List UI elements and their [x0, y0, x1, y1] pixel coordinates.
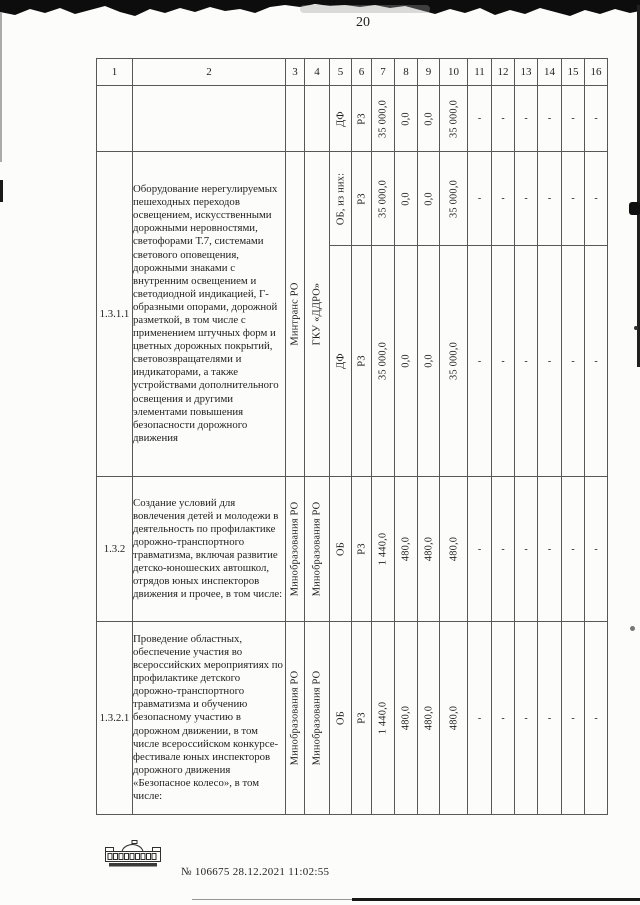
empty-cell: [133, 86, 286, 152]
column-number-header: 12: [492, 59, 515, 86]
executor-cell: Минобразования РО: [286, 622, 305, 815]
item-number-cell: 1.3.1.1: [97, 152, 133, 477]
program-budget-table: [96, 58, 608, 815]
amount-cell: 35 000,0: [440, 246, 468, 477]
amount-cell: 480,0: [440, 477, 468, 622]
amount-cell: 35 000,0: [440, 152, 468, 246]
dash-cell: -: [585, 622, 608, 815]
column-number-header: 4: [305, 59, 330, 86]
scan-artifact-right-blob: [629, 202, 640, 215]
dash-cell: -: [585, 477, 608, 622]
column-number-header: 1: [97, 59, 133, 86]
column-number-header: 11: [468, 59, 492, 86]
funding-source-cell: ОБ: [330, 477, 352, 622]
item-number-cell: 1.3.2.1: [97, 622, 133, 815]
column-number-header: 7: [372, 59, 395, 86]
table-row-1321: [97, 622, 608, 815]
empty-cell: [286, 86, 305, 152]
funding-source-cell: ОБ, из них:: [330, 152, 352, 246]
amount-cell: 0,0: [418, 152, 440, 246]
dash-cell: -: [562, 246, 585, 477]
scan-artifact-dot: [630, 626, 635, 631]
dash-cell: -: [562, 477, 585, 622]
dash-cell: -: [538, 86, 562, 152]
dash-cell: -: [468, 477, 492, 622]
dash-cell: -: [538, 477, 562, 622]
dash-cell: -: [585, 246, 608, 477]
column-number-header: 5: [330, 59, 352, 86]
amount-cell: 480,0: [395, 477, 418, 622]
amount-cell: 35 000,0: [372, 246, 395, 477]
dash-cell: -: [562, 622, 585, 815]
scan-smudge: [300, 5, 430, 13]
table-header-row: [97, 59, 608, 86]
dash-cell: -: [468, 622, 492, 815]
amount-cell: 35 000,0: [372, 152, 395, 246]
measure-name-cell: Создание условий для вовлечения детей и молодежи в деятельность по профилактике дорожно-транспортного травматизма, включая развитие детско-юношеских автошкол, отрядов юных инспекторов движения и прочее, в том числе:: [133, 477, 286, 622]
column-number-header: 14: [538, 59, 562, 86]
column-number-header: 2: [133, 59, 286, 86]
dash-cell: -: [492, 622, 515, 815]
scan-artifact-bottom-line: [352, 898, 640, 901]
amount-cell: 0,0: [418, 86, 440, 152]
amount-cell: 35 000,0: [372, 86, 395, 152]
column-number-header: 16: [585, 59, 608, 86]
dash-cell: -: [492, 152, 515, 246]
budget-code-cell: РЗ: [352, 477, 372, 622]
empty-cell: [97, 86, 133, 152]
dash-cell: -: [468, 152, 492, 246]
table-row-carryover: [97, 86, 608, 152]
dash-cell: -: [515, 477, 538, 622]
registration-number: № 106675 28.12.2021 11:02:55: [181, 866, 330, 878]
amount-cell: 480,0: [395, 622, 418, 815]
participant-cell: Минобразования РО: [305, 622, 330, 815]
budget-code-cell: РЗ: [352, 152, 372, 246]
amount-cell: 480,0: [418, 477, 440, 622]
dash-cell: -: [538, 152, 562, 246]
funding-source-cell: ДФ: [330, 246, 352, 477]
scan-artifact-left-edge: [0, 12, 2, 162]
scan-artifact-left-mark: [0, 180, 3, 202]
empty-cell: [305, 86, 330, 152]
amount-cell: 480,0: [418, 622, 440, 815]
participant-cell: Минобразования РО: [305, 477, 330, 622]
budget-code-cell: РЗ: [352, 86, 372, 152]
column-number-header: 13: [515, 59, 538, 86]
page-number: 20: [356, 15, 370, 30]
item-number-cell: 1.3.2: [97, 477, 133, 622]
column-number-header: 9: [418, 59, 440, 86]
dash-cell: -: [492, 86, 515, 152]
dash-cell: -: [492, 246, 515, 477]
table-row-132: [97, 477, 608, 622]
amount-cell: 1 440,0: [372, 622, 395, 815]
amount-cell: 0,0: [395, 246, 418, 477]
dash-cell: -: [585, 152, 608, 246]
executor-cell: Минобразования РО: [286, 477, 305, 622]
measure-name-cell: Проведение областных, обеспечение участия во всероссийских мероприятиях по профилактике детского дорожно-транспортного травматизма и обучению безопасному участию в дорожном движении, в том числе всероссийском конкурсе-фестивале юных инспекторов дорожного движения «Безопасное колесо», в том числе:: [133, 622, 286, 815]
executor-cell: Минтранс РО: [286, 152, 305, 477]
scan-artifact-bottom-line: [192, 899, 352, 900]
dash-cell: -: [562, 152, 585, 246]
scan-artifact-dot: [634, 326, 638, 330]
dash-cell: -: [515, 246, 538, 477]
dash-cell: -: [468, 246, 492, 477]
amount-cell: 1 440,0: [372, 477, 395, 622]
table-row-1311-ob: [97, 152, 608, 246]
column-number-header: 8: [395, 59, 418, 86]
column-number-header: 3: [286, 59, 305, 86]
dash-cell: -: [538, 246, 562, 477]
amount-cell: 0,0: [395, 152, 418, 246]
dash-cell: -: [492, 477, 515, 622]
dash-cell: -: [468, 86, 492, 152]
column-number-header: 10: [440, 59, 468, 86]
budget-code-cell: РЗ: [352, 246, 372, 477]
dash-cell: -: [538, 622, 562, 815]
amount-cell: 0,0: [418, 246, 440, 477]
amount-cell: 0,0: [395, 86, 418, 152]
budget-code-cell: РЗ: [352, 622, 372, 815]
dash-cell: -: [515, 86, 538, 152]
funding-source-cell: ДФ: [330, 86, 352, 152]
funding-source-cell: ОБ: [330, 622, 352, 815]
participant-cell: ГКУ «ДДРО»: [305, 152, 330, 477]
dash-cell: -: [585, 86, 608, 152]
stamp-building-icon: [104, 840, 162, 873]
column-number-header: 15: [562, 59, 585, 86]
column-number-header: 6: [352, 59, 372, 86]
dash-cell: -: [562, 86, 585, 152]
amount-cell: 35 000,0: [440, 86, 468, 152]
dash-cell: -: [515, 152, 538, 246]
measure-name-cell: Оборудование нерегулируемых пешеходных переходов освещением, искусственными дорожными неровностями, светофорами Т.7, системами светового оповещения, дорожными знаками с внутренним освещением и светодиодной индикацией, Г-образными опорами, дорожной разметкой, в том числе с применением штучных форм и цветных дорожных покрытий, световозвращателями и индикаторами, а также устройствами дополнительного освещения и другими элементами повышения безопасности дорожного движения: [133, 152, 286, 477]
amount-cell: 480,0: [440, 622, 468, 815]
dash-cell: -: [515, 622, 538, 815]
